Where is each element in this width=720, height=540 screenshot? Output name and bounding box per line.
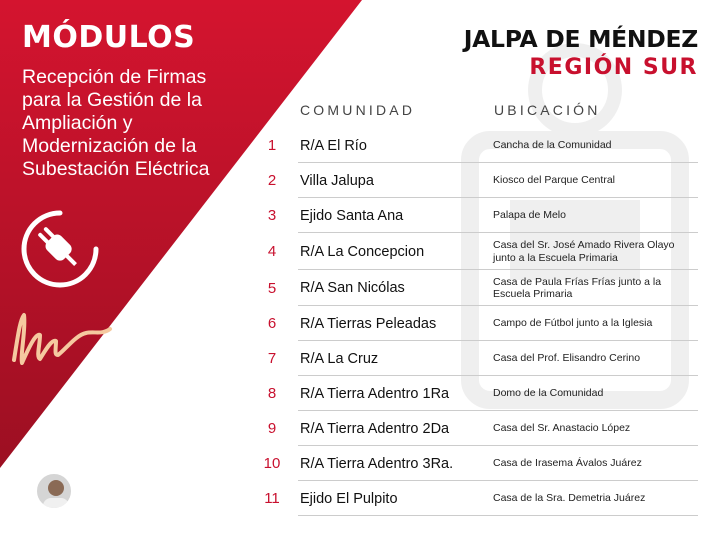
community-name: R/A La Concepcion — [300, 243, 425, 260]
table-row — [258, 233, 698, 270]
table-row — [258, 446, 698, 481]
row-divider — [298, 515, 698, 516]
brand-tagline-bar — [81, 505, 167, 507]
modules-table — [258, 98, 698, 516]
description-line: Modernización de la — [22, 135, 197, 157]
region-title: REGIÓN SUR — [529, 55, 698, 80]
community-name: R/A Tierras Peleadas — [300, 315, 437, 332]
description-line: Recepción de Firmas — [22, 66, 207, 88]
row-number: 8 — [267, 385, 277, 402]
brand-name: CHUCHO — [77, 474, 157, 494]
brand-surname: SELVÁN — [105, 492, 159, 504]
row-number: 11 — [264, 490, 280, 507]
community-name: R/A Tierra Adentro 2Da — [300, 420, 450, 437]
table-row — [258, 198, 698, 233]
table-header — [258, 98, 698, 128]
row-number: 3 — [267, 207, 277, 224]
avatar — [35, 472, 73, 510]
community-name: Villa Jalupa — [300, 172, 374, 189]
column-header-community: COMUNIDAD — [300, 102, 416, 118]
table-row — [258, 341, 698, 376]
signature-logo — [6, 305, 116, 370]
electric-plug-icon — [16, 205, 104, 293]
table-row — [258, 376, 698, 411]
community-name: R/A El Río — [300, 137, 367, 154]
location-text: Casa de Paula Frías Frías junto a la Escuela Primaria — [493, 275, 662, 300]
description-line: Ampliación y — [22, 112, 133, 134]
modulos-description — [22, 66, 262, 181]
community-name: Ejido Santa Ana — [300, 207, 404, 224]
location-text: Casa del Sr. Anastacio López — [493, 422, 631, 435]
header — [464, 24, 698, 82]
community-name: R/A La Cruz — [300, 350, 379, 367]
location-text: Casa de la Sra. Demetria Juárez — [493, 492, 646, 505]
description-line: para la Gestión de la — [22, 89, 202, 111]
table-row — [258, 481, 698, 516]
row-number: 5 — [267, 279, 277, 297]
location-text: Casa del Sr. José Amado Rivera Olayo junto a la Escuela Primaria — [493, 239, 675, 264]
table-row — [258, 411, 698, 446]
row-number: 7 — [267, 350, 277, 367]
location-text: Casa del Prof. Elisandro Cerino — [493, 352, 641, 365]
location-text: Cancha de la Comunidad — [493, 139, 612, 152]
row-number: 10 — [263, 455, 281, 472]
community-name: R/A Tierra Adentro 1Ra — [300, 385, 450, 402]
column-header-location: UBICACIÓN — [494, 102, 601, 118]
table-row — [258, 306, 698, 341]
row-number: 1 — [267, 137, 277, 154]
location-text: Palapa de Melo — [493, 209, 566, 222]
place-title: JALPA DE MÉNDEZ — [463, 25, 698, 53]
table-body — [258, 128, 698, 516]
location-text: Casa de Irasema Ávalos Juárez — [493, 457, 642, 470]
location-text: Kiosco del Parque Central — [493, 174, 615, 187]
row-number: 4 — [267, 243, 277, 260]
modulos-title: MÓDULOS — [22, 20, 196, 55]
community-name: R/A San Nicólas — [300, 280, 405, 296]
table-row — [258, 128, 698, 163]
row-number: 6 — [267, 315, 277, 332]
row-number: 9 — [267, 420, 277, 437]
table-row — [258, 270, 698, 306]
description-line: Subestación Eléctrica — [22, 158, 210, 180]
location-text: Domo de la Comunidad — [493, 387, 604, 400]
row-number: 2 — [267, 172, 277, 189]
community-name: R/A Tierra Adentro 3Ra. — [300, 455, 454, 472]
location-text: Campo de Fútbol junto a la Iglesia — [493, 317, 653, 330]
community-name: Ejido El Pulpito — [300, 490, 398, 507]
table-row — [258, 163, 698, 198]
